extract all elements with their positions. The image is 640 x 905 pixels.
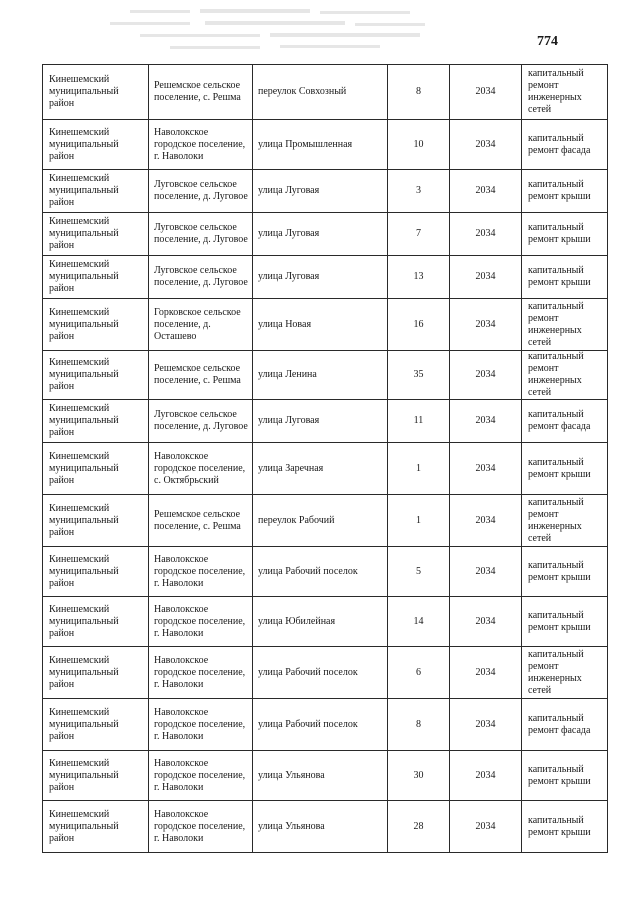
table-row [43, 801, 608, 853]
settlement-cell: Луговское сельское поселение, д. Луговое [149, 213, 253, 256]
repair-schedule-table [42, 64, 608, 853]
street-cell: улица Юбилейная [253, 597, 388, 647]
year-cell: 2034 [450, 65, 522, 120]
table-row [43, 256, 608, 299]
table-row [43, 751, 608, 801]
faded-header-scan-noise [110, 6, 440, 56]
street-cell: улица Луговая [253, 400, 388, 443]
work-type-cell: капитальный ремонт крыши [522, 443, 608, 495]
work-type-cell: капитальный ремонт фасада [522, 400, 608, 443]
street-cell: переулок Совхозный [253, 65, 388, 120]
work-type-cell: капитальный ремонт инженерных сетей [522, 299, 608, 351]
house-number-cell: 6 [388, 647, 450, 699]
work-type-cell: капитальный ремонт крыши [522, 256, 608, 299]
district-cell: Кинешемский муниципальный район [43, 400, 149, 443]
work-type-cell: капитальный ремонт крыши [522, 751, 608, 801]
district-cell: Кинешемский муниципальный район [43, 647, 149, 699]
house-number-cell: 1 [388, 495, 450, 547]
settlement-cell: Наволокское городское поселение, г. Наволоки [149, 801, 253, 853]
year-cell: 2034 [450, 801, 522, 853]
street-cell: улица Заречная [253, 443, 388, 495]
year-cell: 2034 [450, 597, 522, 647]
year-cell: 2034 [450, 443, 522, 495]
table-row [43, 213, 608, 256]
street-cell: улица Рабочий поселок [253, 547, 388, 597]
work-type-cell: капитальный ремонт фасада [522, 120, 608, 170]
table-row [43, 547, 608, 597]
settlement-cell: Луговское сельское поселение, д. Луговое [149, 170, 253, 213]
house-number-cell: 35 [388, 351, 450, 400]
district-cell: Кинешемский муниципальный район [43, 547, 149, 597]
district-cell: Кинешемский муниципальный район [43, 256, 149, 299]
table-body [43, 65, 608, 853]
house-number-cell: 13 [388, 256, 450, 299]
settlement-cell: Решемское сельское поселение, с. Решма [149, 351, 253, 400]
house-number-cell: 7 [388, 213, 450, 256]
house-number-cell: 14 [388, 597, 450, 647]
house-number-cell: 10 [388, 120, 450, 170]
street-cell: улица Рабочий поселок [253, 699, 388, 751]
year-cell: 2034 [450, 751, 522, 801]
district-cell: Кинешемский муниципальный район [43, 751, 149, 801]
table-row [43, 597, 608, 647]
settlement-cell: Наволокское городское поселение, г. Наволоки [149, 120, 253, 170]
settlement-cell: Луговское сельское поселение, д. Луговое [149, 256, 253, 299]
page-number: 774 [537, 34, 558, 49]
table-row [43, 299, 608, 351]
house-number-cell: 8 [388, 699, 450, 751]
district-cell: Кинешемский муниципальный район [43, 443, 149, 495]
settlement-cell: Горковское сельское поселение, д. Осташево [149, 299, 253, 351]
table-row [43, 495, 608, 547]
house-number-cell: 11 [388, 400, 450, 443]
work-type-cell: капитальный ремонт крыши [522, 547, 608, 597]
district-cell: Кинешемский муниципальный район [43, 597, 149, 647]
street-cell: переулок Рабочий [253, 495, 388, 547]
district-cell: Кинешемский муниципальный район [43, 699, 149, 751]
year-cell: 2034 [450, 170, 522, 213]
district-cell: Кинешемский муниципальный район [43, 213, 149, 256]
work-type-cell: капитальный ремонт крыши [522, 170, 608, 213]
year-cell: 2034 [450, 647, 522, 699]
year-cell: 2034 [450, 351, 522, 400]
work-type-cell: капитальный ремонт фасада [522, 699, 608, 751]
district-cell: Кинешемский муниципальный район [43, 299, 149, 351]
table-row [43, 647, 608, 699]
settlement-cell: Наволокское городское поселение, г. Наволоки [149, 699, 253, 751]
year-cell: 2034 [450, 299, 522, 351]
house-number-cell: 1 [388, 443, 450, 495]
table-row [43, 351, 608, 400]
table-row [43, 120, 608, 170]
year-cell: 2034 [450, 547, 522, 597]
table-row [43, 170, 608, 213]
work-type-cell: капитальный ремонт инженерных сетей [522, 351, 608, 400]
district-cell: Кинешемский муниципальный район [43, 495, 149, 547]
settlement-cell: Наволокское городское поселение, г. Наволоки [149, 751, 253, 801]
work-type-cell: капитальный ремонт крыши [522, 597, 608, 647]
work-type-cell: капитальный ремонт инженерных сетей [522, 65, 608, 120]
house-number-cell: 8 [388, 65, 450, 120]
work-type-cell: капитальный ремонт инженерных сетей [522, 495, 608, 547]
work-type-cell: капитальный ремонт крыши [522, 801, 608, 853]
street-cell: улица Новая [253, 299, 388, 351]
settlement-cell: Решемское сельское поселение, с. Решма [149, 495, 253, 547]
district-cell: Кинешемский муниципальный район [43, 801, 149, 853]
street-cell: улица Луговая [253, 170, 388, 213]
year-cell: 2034 [450, 120, 522, 170]
street-cell: улица Луговая [253, 213, 388, 256]
year-cell: 2034 [450, 213, 522, 256]
house-number-cell: 16 [388, 299, 450, 351]
year-cell: 2034 [450, 256, 522, 299]
street-cell: улица Ленина [253, 351, 388, 400]
settlement-cell: Наволокское городское поселение, г. Наволоки [149, 597, 253, 647]
street-cell: улица Рабочий поселок [253, 647, 388, 699]
settlement-cell: Решемское сельское поселение, с. Решма [149, 65, 253, 120]
street-cell: улица Промышленная [253, 120, 388, 170]
street-cell: улица Ульянова [253, 751, 388, 801]
house-number-cell: 3 [388, 170, 450, 213]
settlement-cell: Луговское сельское поселение, д. Луговое [149, 400, 253, 443]
district-cell: Кинешемский муниципальный район [43, 65, 149, 120]
street-cell: улица Ульянова [253, 801, 388, 853]
settlement-cell: Наволокское городское поселение, г. Наволоки [149, 647, 253, 699]
house-number-cell: 30 [388, 751, 450, 801]
year-cell: 2034 [450, 699, 522, 751]
settlement-cell: Наволокское городское поселение, с. Октябрьский [149, 443, 253, 495]
year-cell: 2034 [450, 495, 522, 547]
district-cell: Кинешемский муниципальный район [43, 120, 149, 170]
house-number-cell: 28 [388, 801, 450, 853]
street-cell: улица Луговая [253, 256, 388, 299]
table-row [43, 400, 608, 443]
table-row [43, 699, 608, 751]
year-cell: 2034 [450, 400, 522, 443]
district-cell: Кинешемский муниципальный район [43, 170, 149, 213]
district-cell: Кинешемский муниципальный район [43, 351, 149, 400]
house-number-cell: 5 [388, 547, 450, 597]
table-row [43, 65, 608, 120]
table-row [43, 443, 608, 495]
settlement-cell: Наволокское городское поселение, г. Наволоки [149, 547, 253, 597]
work-type-cell: капитальный ремонт инженерных сетей [522, 647, 608, 699]
work-type-cell: капитальный ремонт крыши [522, 213, 608, 256]
